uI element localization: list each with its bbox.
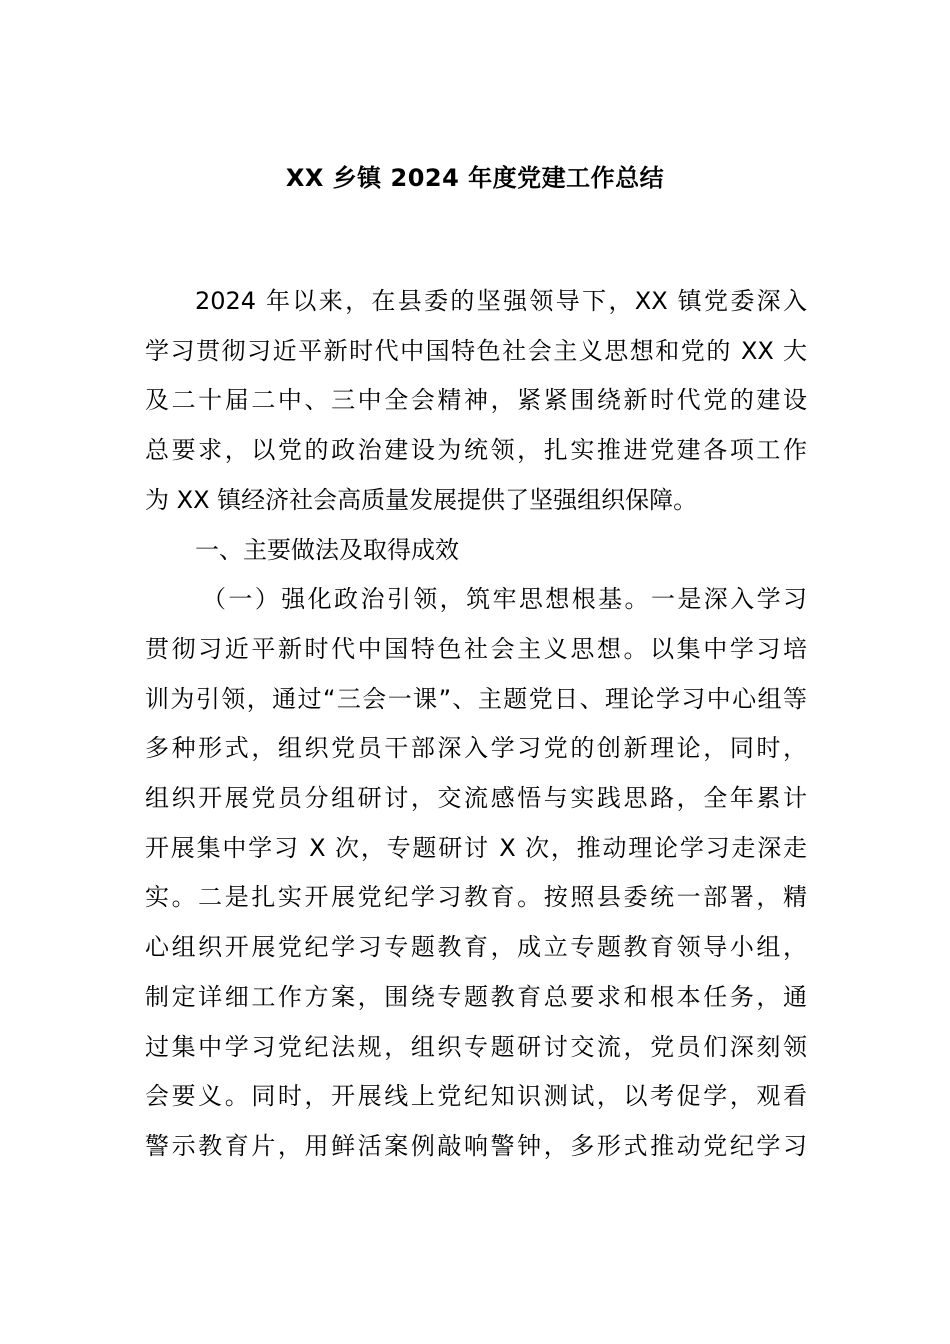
text-line: 为 XX 镇经济社会高质量发展提供了坚强组织保障。 — [145, 485, 698, 514]
text-line: 实。二是扎实开展党纪学习教育。按照县委统一部署，精 — [145, 883, 807, 912]
text-line: 警示教育片，用鲜活案例敲响警钟，多形式推动党纪学习 — [145, 1131, 807, 1160]
section-heading — [145, 526, 807, 576]
document-body — [145, 277, 807, 1172]
section-heading-text: 一、主要做法及取得成效 — [195, 535, 459, 564]
paragraph-intro — [145, 277, 807, 526]
text-line: （一）强化政治引领，筑牢思想根基。一是深入学习 — [202, 585, 807, 614]
paragraph-subsection-1 — [145, 575, 807, 1171]
text-line: 学习贯彻习近平新时代中国特色社会主义思想和党的 XX 大 — [145, 336, 807, 365]
document-title: XX 乡镇 2024 年度党建工作总结 — [285, 164, 665, 192]
text-line: 训为引领，通过“三会一课”、主题党日、理论学习中心组等 — [145, 684, 807, 713]
text-line: 开展集中学习 X 次，专题研讨 X 次，推动理论学习走深走 — [145, 833, 807, 862]
text-line: 及二十届二中、三中全会精神，紧紧围绕新时代党的建设 — [145, 386, 807, 415]
text-line: 制定详细工作方案，围绕专题教育总要求和根本任务，通 — [145, 982, 807, 1011]
text-line: 心组织开展党纪学习专题教育，成立专题教育领导小组， — [145, 933, 807, 962]
text-line: 2024 年以来，在县委的坚强领导下，XX 镇党委深入 — [195, 287, 807, 315]
text-line: 多种形式，组织党员干部深入学习党的创新理论，同时， — [145, 734, 807, 763]
text-line: 组织开展党员分组研讨，交流感悟与实践思路，全年累计 — [145, 784, 807, 813]
text-line: 过集中学习党纪法规，组织专题研讨交流，党员们深刻领 — [145, 1032, 807, 1061]
text-line: 总要求，以党的政治建设为统领，扎实推进党建各项工作 — [145, 436, 807, 465]
text-line: 会要义。同时，开展线上党纪知识测试，以考促学，观看 — [145, 1082, 807, 1111]
text-line: 贯彻习近平新时代中国特色社会主义思想。以集中学习培 — [145, 634, 807, 663]
